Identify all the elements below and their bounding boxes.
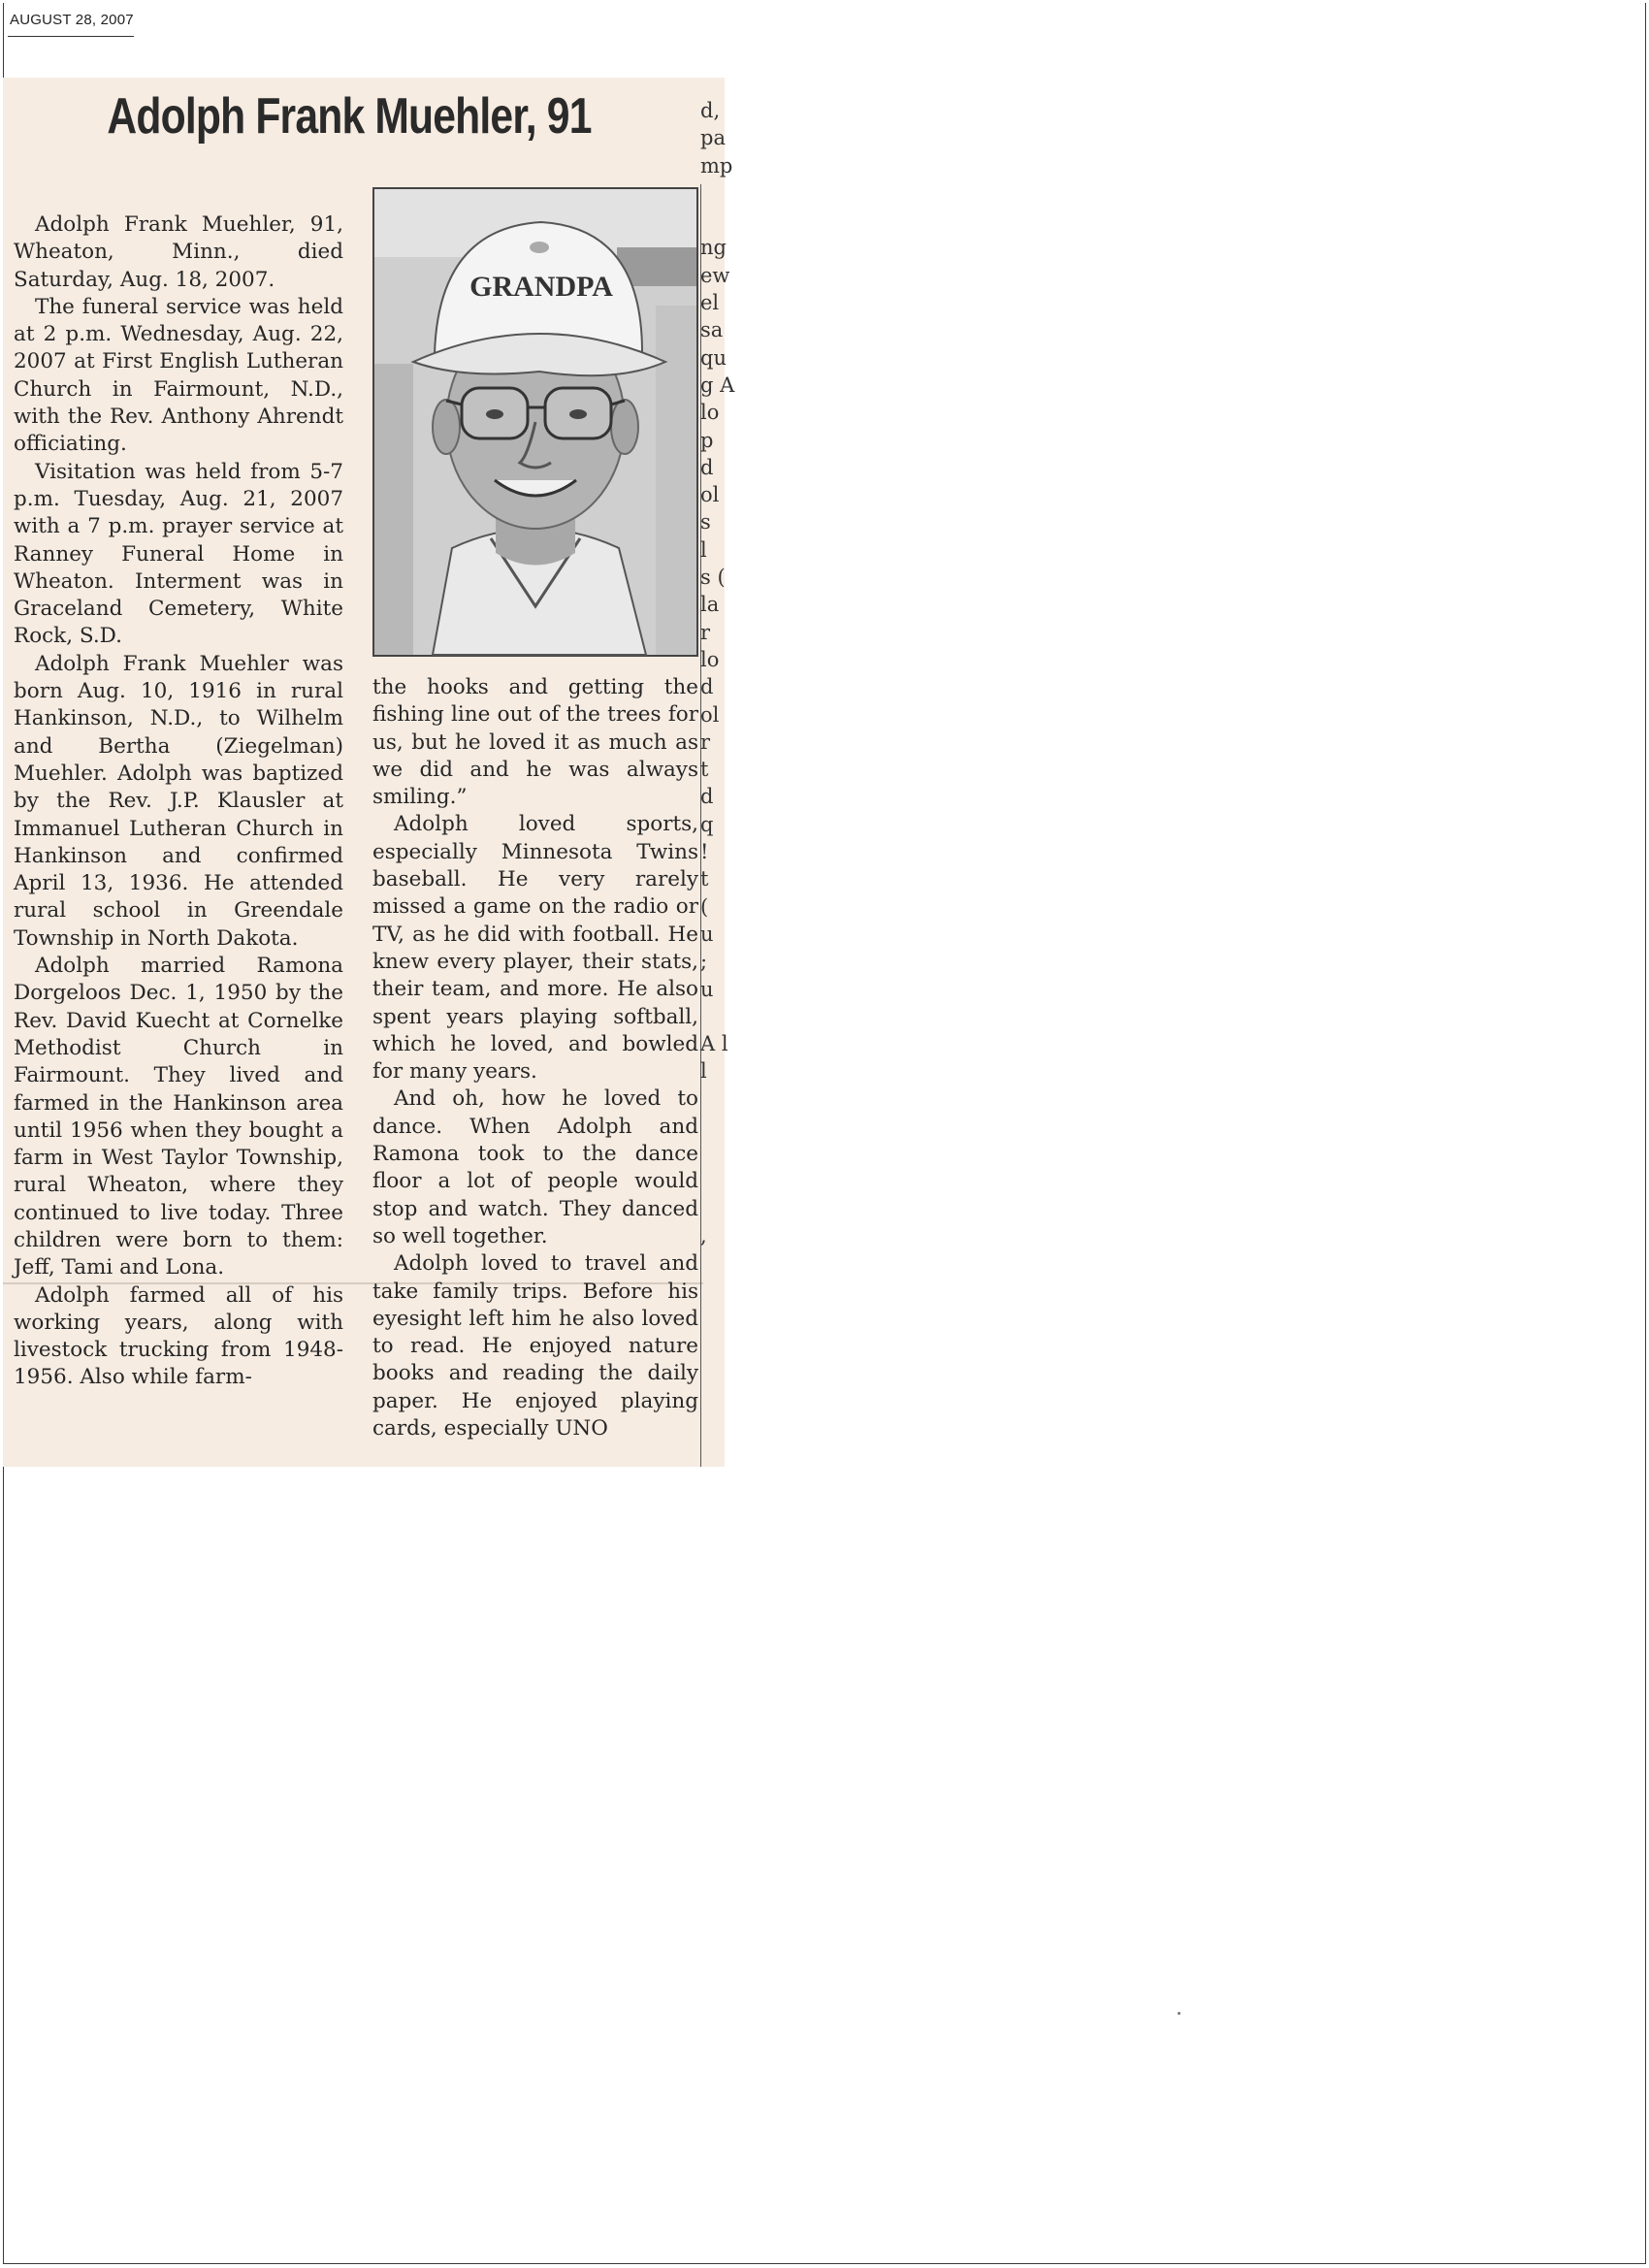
dateline: AUGUST 28, 2007 (10, 12, 134, 28)
dateline-rule (8, 36, 134, 37)
cap-text: GRANDPA (469, 271, 613, 303)
obituary-paragraph: Adolph loved sports, especially Minnesota Twins baseball. He very rarely missed a game on the radio or TV, as he did with football. He knew every player, their stats, their team, and more. He also spent years playing softball, which he loved, and bowled for many years. (372, 812, 698, 1085)
obituary-paragraph: Adolph loved to travel and take family trips. Before his eyesight left him he also loved to read. He enjoyed nature books and reading the daily paper. He enjoyed playing cards, especially UNO (372, 1251, 698, 1442)
obituary-paragraph: Adolph Frank Muehler was born Aug. 10, 1916 in rural Hankinson, N.D., to Wilhelm and Bertha (Ziegelman) Muehler. Adolph was baptized by the Rev. J.P. Klausler at Immanuel Lutheran Church in Hankinson and confirmed April 13, 1936. He attended rural school in Greendale Township in North Dakota. (14, 651, 343, 951)
scan-speck (1178, 2012, 1180, 2015)
right-text-column (372, 674, 698, 1463)
portrait-photo (372, 187, 698, 657)
obituary-paragraph: Adolph Frank Muehler, 91, Wheaton, Minn., died Saturday, Aug. 18, 2007. (14, 212, 343, 292)
obituary-paragraph: Visitation was held from 5-7 p.m. Tuesday, Aug. 21, 2007 with a 7 p.m. prayer service at Ranney Funeral Home in Wheaton. Interment was in Graceland Cemetery, White Rock, S.D. (14, 459, 343, 649)
obituary-paragraph: Adolph married Ramona Dorgeloos Dec. 1, 1950 by the Rev. David Kuecht at Cornelke Methodist Church in Fairmount. They lived and farmed in the Hankinson area until 1956 when they bought a farm in West Taylor Township, rural Wheaton, where they continued to live today. Three children were born to them: Jeff, Tami and Lona. (14, 954, 343, 1280)
portrait-illustration (374, 189, 696, 655)
obituary-paragraph: The funeral service was held at 2 p.m. Wednesday, Aug. 22, 2007 at First English Lutheran Church in Fairmount, N.D., with the Rev. Anthony Ahrendt officiating. (14, 294, 343, 457)
obituary-paragraph: the hooks and getting the fishing line out of the trees for us, but he loved it as much as we did and he was always smiling.” (372, 675, 698, 810)
adjacent-column-fragment: d, pa mp ng ew el sa qu g A lo p d ol s l s ( la r lo d ol r t d q ! t ( u ; u A l l , (700, 99, 735, 1248)
obituary-paragraph: Adolph farmed all of his working years, along with livestock trucking from 1948-1956. Also while farm- (14, 1282, 343, 1390)
left-text-column (14, 211, 343, 1463)
obituary-paragraph: And oh, how he loved to dance. When Adolph and Ramona took to the dance floor a lot of people would stop and watch. They danced so well together. (372, 1086, 698, 1248)
obituary-headline: Adolph Frank Muehler, 91 (107, 88, 592, 145)
